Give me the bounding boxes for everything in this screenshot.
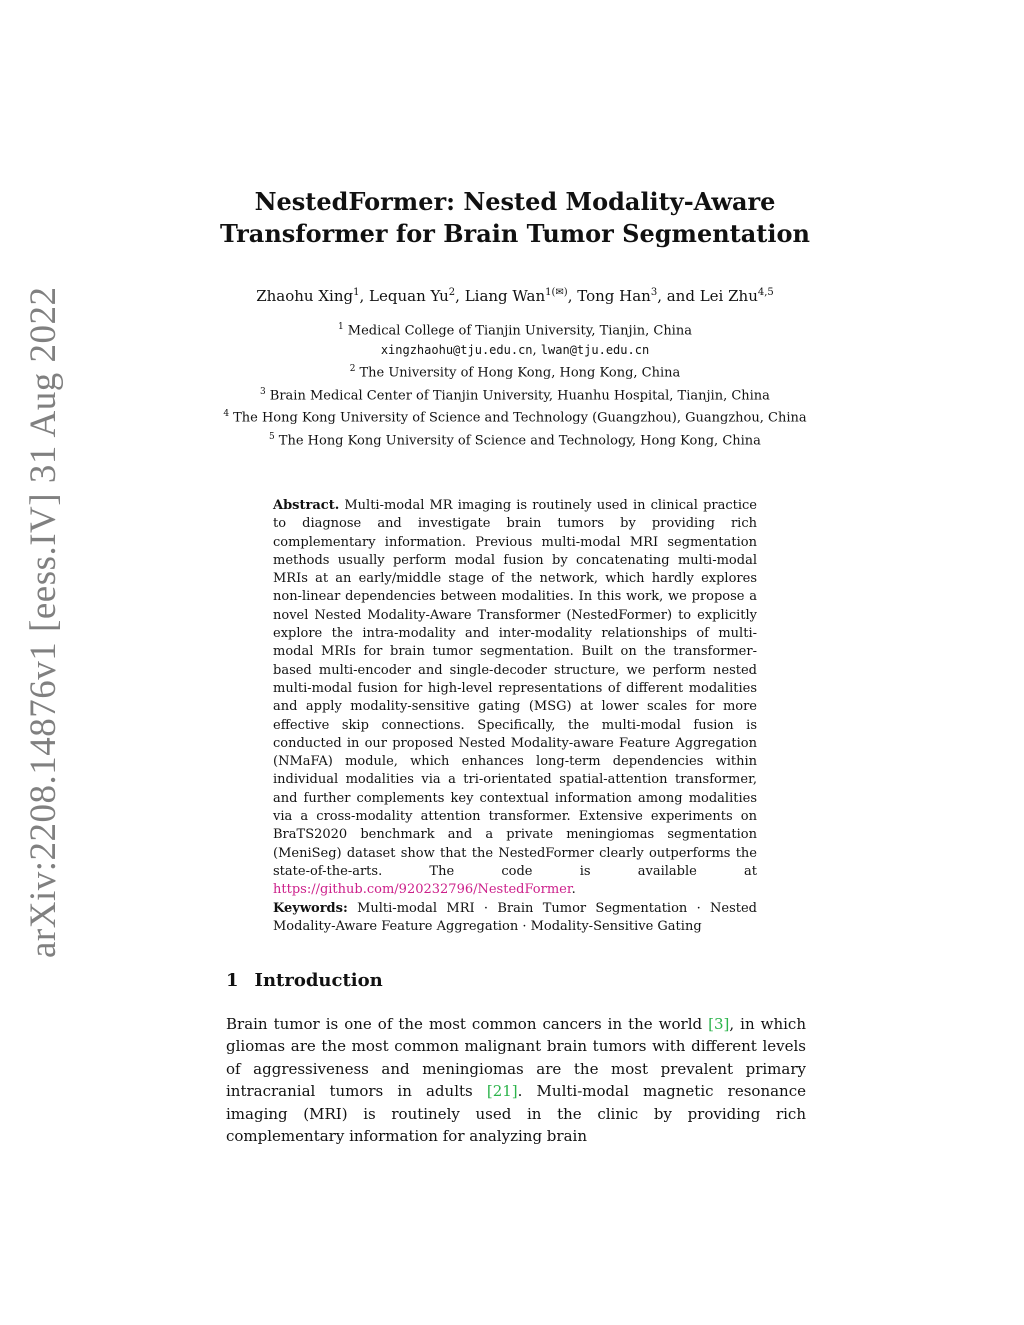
arxiv-identifier-stamp: arXiv:2208.14876v1 [eess.IV] 31 Aug 2022 xyxy=(23,286,64,958)
affiliation-item: $^3$ Brain Medical Center of Tianjin University, Huanhu Hospital, Tianjin, China xyxy=(260,386,770,403)
email-link[interactable]: lwan@tju.edu.cn xyxy=(540,342,650,357)
citation-link[interactable]: [21] xyxy=(486,1082,518,1101)
title-line-1: NestedFormer: Nested Modality-Aware xyxy=(254,187,776,216)
email-line: xingzhaohu@tju.edu.cn, lwan@tju.edu.cn xyxy=(380,342,650,358)
author-affiliation-mark: 4,5 xyxy=(757,287,774,298)
author-name: Lequan Yu xyxy=(369,287,449,305)
keywords-label: Keywords: xyxy=(273,901,348,916)
citation-link[interactable]: [3] xyxy=(708,1015,730,1033)
abstract-text: Multi-modal MR imaging is routinely used in clinical practice to diagnose and investigate brain tumors by providing rich complementary information. Previous multi-modal MRI segmentation methods usually perform modal fusion by concatenating multi-modal MRIs at an early/middle stage of the network, which hardly explores non-linear dependencies between modalities. In this work, we propose a novel Nested Modality-Aware Transformer (NestedFormer) to explicitly explore the intra-modality and inter-modality relationships of multi-modal MRIs for brain tumor segmentation. Built on the transformer-based multi-encoder and single-decoder structure, we perform nested multi-modal fusion for high-level representations of different modalities and apply modality-sensitive gating (MSG) at lower scales for more effective skip connections. Specifically, the multi-modal fusion is conducted in our proposed Nested Modality-aware Feature Aggregation (NMaFA) module, which enhances long-term dependencies within individual modalities via a tri-orientated spatial-attention transformer, and further complements key contextual information among modalities via a cross-modality attention transformer. Extensive experiments on BraTS2020 benchmark and a private meningiomas segmentation (MeniSeg) dataset show that the NestedFormer clearly outperforms the state-of-the-arts. The code is available at xyxy=(273,498,757,879)
author-name: Zhaohu Xing xyxy=(256,287,354,305)
author-affiliation-mark: 3 xyxy=(650,287,658,298)
section-title: Introduction xyxy=(254,970,383,991)
title-line-2: Transformer for Brain Tumor Segmentation xyxy=(220,219,810,248)
keywords-text: Multi-modal MRI · Brain Tumor Segmentation · Nested Modality-Aware Feature Aggregation · Modality-Sensitive Gating xyxy=(273,901,758,935)
affiliation-item: $^1$ Medical College of Tianjin University, Tianjin, China xyxy=(338,322,692,339)
code-repository-link[interactable]: https://github.com/920232796/NestedFormer xyxy=(273,882,572,898)
corresponding-author-mark: 1(✉) xyxy=(545,287,568,298)
section-heading xyxy=(226,970,383,991)
affiliation-list xyxy=(200,318,830,450)
affiliation-item: $^5$ The Hong Kong University of Science and Technology, Hong Kong, China xyxy=(269,431,761,449)
author-name: Lei Zhu xyxy=(699,287,758,305)
section-number: 1 xyxy=(226,970,239,991)
abstract: Abstract. Multi-modal MR imaging is routinely used in clinical practice to diagnose and investigate brain tumors by providing rich complementary information. Previous multi-modal MRI segmentation methods usually perform modal fusion by concatenating multi-modal MRIs at an early/middle stage of the network, which hardly explores non-linear dependencies between modalities. In this work, we propose a novel Nested Modality-Aware Transformer (NestedFormer) to explicitly explore the intra-modality and inter-modality relationships of multi-modal MRIs for brain tumor segmentation. Built on the transformer-based multi-encoder and single-decoder structure, we perform nested multi-modal fusion for high-level representations of different modalities and apply modality-sensitive gating (MSG) at lower scales for more effective skip connections. Specifically, the multi-modal fusion is conducted in our proposed Nested Modality-aware Feature Aggregation (NMaFA) module, which enhances long-term dependencies within individual modalities via a tri-orientated spatial-attention transformer, and further complements key contextual information among modalities via a cross-modality attention transformer. Extensive experiments on BraTS2020 benchmark and a private meningiomas segmentation (MeniSeg) dataset show that the NestedFormer clearly outperforms the state-of-the-arts. The code is available at https://github.com/920232796/NestedFormer. xyxy=(273,498,757,898)
abstract-label: Abstract. xyxy=(273,498,340,513)
affiliation-item: $^2$ The University of Hong Kong, Hong Kong, China xyxy=(349,363,681,381)
author-affiliation-mark: 2 xyxy=(448,287,456,298)
keywords xyxy=(273,900,757,937)
author-name: Tong Han xyxy=(577,287,651,305)
author-list: Zhaohu Xing$^1$, Lequan Yu$^2$, Liang Wan$^{1(✉)}$, Tong Han$^3$, and Lei Zhu$^{4,5}$ xyxy=(256,287,774,305)
affiliation-item: $^4$ The Hong Kong University of Science and Technology (Guangzhou), Guangzhou, China xyxy=(223,409,807,426)
author-affiliation-mark: 1 xyxy=(353,287,360,298)
paper-title xyxy=(200,186,830,250)
email-link[interactable]: xingzhaohu@tju.edu.cn xyxy=(380,342,533,357)
author-name: Liang Wan xyxy=(464,287,546,305)
introduction-paragraph: Brain tumor is one of the most common cancers in the world [3], in which gliomas are the most common malignant brain tumors with different levels of aggressiveness and meningiomas are the most prevalent primary intracranial tumors in adults [21]. Multi-modal magnetic resonance imaging (MRI) is routinely used in the clinic by providing rich complementary information for analyzing brain xyxy=(226,1015,806,1146)
